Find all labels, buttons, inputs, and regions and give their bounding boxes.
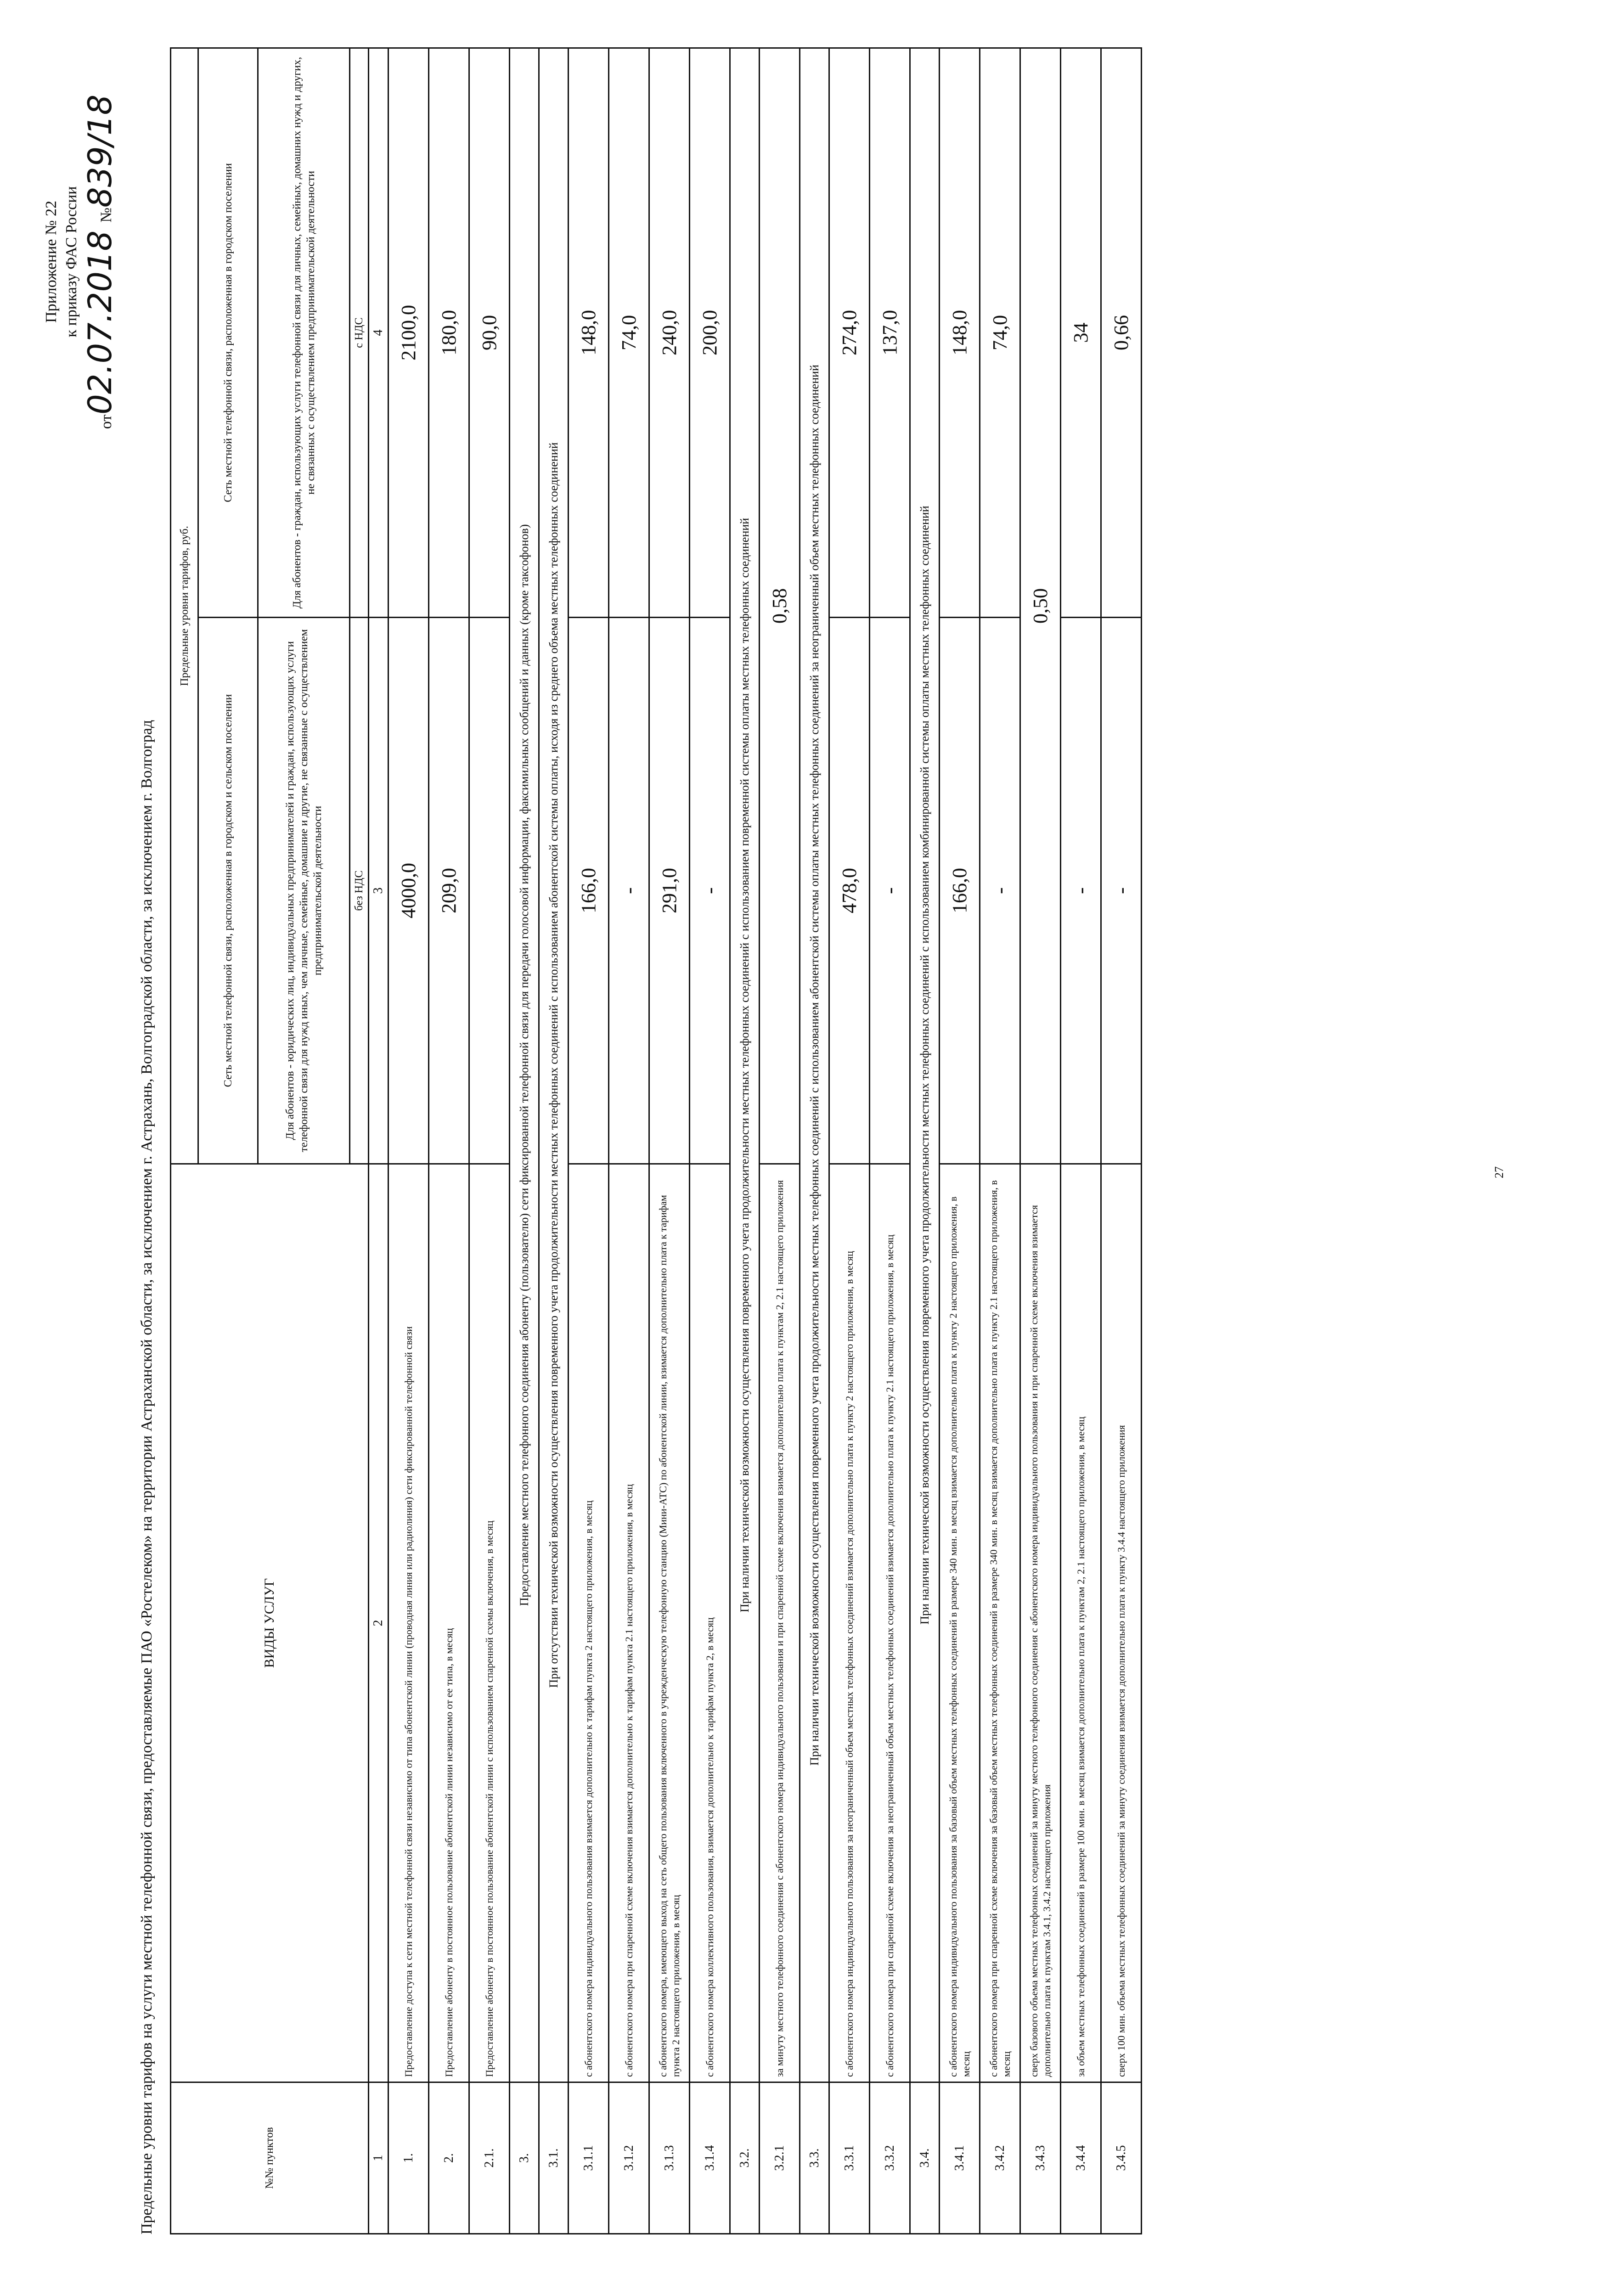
row-number: 3.2.1 — [760, 2082, 800, 2234]
table-row — [469, 48, 510, 2234]
table-row — [389, 48, 429, 2234]
section-heading: При наличии технической возможности осуществления повременного учета продолжительности местных телефонных соединений с использованием повременной системы оплаты местных телефонных соединений — [730, 48, 760, 2082]
tariff-table — [170, 47, 1142, 2234]
tariff-value-without-vat: - — [870, 618, 910, 1164]
header-group-a-vat: без НДС — [350, 618, 369, 1164]
tariff-value-with-vat: 148,0 — [940, 48, 980, 618]
row-number: 3.1.1 — [569, 2082, 609, 2234]
row-number: 3.3.1 — [829, 2082, 870, 2234]
table-section-row — [910, 48, 940, 2234]
tariff-value-without-vat: - — [609, 618, 649, 1164]
row-number: 3.4.5 — [1101, 2082, 1142, 2234]
table-row — [940, 48, 980, 2234]
service-description: Предоставление абоненту в постоянное пользование абонентской линии независимо от ее типа, в месяц — [429, 1164, 469, 2082]
row-number: 3.4.3 — [1020, 2082, 1061, 2234]
service-description: с абонентского номера индивидуального пользования за неограниченный объем местных телефонных соединений взимается дополнительно плата к пункту 2 настоящего приложения, в месяц — [829, 1164, 870, 2082]
tariff-value-with-vat: 148,0 — [569, 48, 609, 618]
tariff-value-without-vat: 291,0 — [649, 618, 690, 1164]
table-row — [649, 48, 690, 2234]
row-number: 3.1. — [539, 2082, 569, 2234]
colnum-4: 4 — [369, 48, 389, 618]
service-description: за минуту местного телефонного соединения с абонентского номера индивидуального пользования и при спаренной схеме включения взимается дополнительно плата к пунктам 2, 2.1 настоящего приложения — [760, 1164, 800, 2082]
tariff-value-with-vat: 200,0 — [690, 48, 730, 618]
row-number: 3.1.2 — [609, 2082, 649, 2234]
service-description: с абонентского номера коллективного пользования, взимается дополнительно к тарифам пункта 2, в месяц — [690, 1164, 730, 2082]
table-row — [609, 48, 649, 2234]
header-group-b-vat: с НДС — [350, 48, 369, 618]
service-description: с абонентского номера при спаренной схеме включения за базовый объем местных телефонных соединений в размере 340 мин. в месяц взимается дополнительно плата к пункту 2.1 настоящего приложения, в месяц — [980, 1164, 1020, 2082]
appendix-header — [41, 55, 125, 468]
tariff-value-without-vat: 4000,0 — [389, 618, 429, 1164]
service-description: с абонентского номера при спаренной схеме включения взимается дополнительно к тарифам пункта 2.1 настоящего приложения, в месяц — [609, 1164, 649, 2082]
tariff-value-with-vat: 2100,0 — [389, 48, 429, 618]
table-section-row — [510, 48, 539, 2234]
colnum-3: 3 — [369, 618, 389, 1164]
row-number: 3.1.4 — [690, 2082, 730, 2234]
handwritten-date: 02.07.2018 — [81, 231, 119, 415]
service-description: Предоставление доступа к сети местной телефонной связи независимо от типа абонентской линии (проводная линия или радиолиния) сети фиксированной телефонной связи — [389, 1164, 429, 2082]
document-title: Предельные уровни тарифов на услуги местной телефонной связи, предоставляемые ПАО «Ростелеком» на территории Астраханской области, за исключением г. Астрахань, Волгоградской области, за исключением г. Волгоград — [138, 720, 155, 2234]
table-row — [1020, 48, 1061, 2234]
tariff-value-without-vat: 166,0 — [940, 618, 980, 1164]
handwritten-number: 839/18 — [81, 94, 119, 208]
tariff-value-without-vat: - — [980, 618, 1020, 1164]
order-label: к приказу ФАС России — [63, 186, 80, 338]
tariff-value-with-vat: 90,0 — [469, 48, 510, 618]
row-number: 2. — [429, 2082, 469, 2234]
tariff-value-without-vat — [469, 618, 510, 1164]
order-date-number: от02.07.2018 №839/18 — [81, 94, 119, 429]
tariff-value-with-vat: 0,66 — [1101, 48, 1142, 618]
row-number: 3. — [510, 2082, 539, 2234]
row-number: 3.3. — [800, 2082, 829, 2234]
header-tariffs: Предельные уровни тарифов, руб. — [171, 48, 198, 1164]
row-number: 3.1.3 — [649, 2082, 690, 2234]
table-row — [980, 48, 1020, 2234]
tariff-value-merged: 0,58 — [760, 48, 800, 1164]
section-heading: При отсутствии технической возможности осуществления повременного учета продолжительности местных телефонных соединений с использованием абонентской системы оплаты, исходя из среднего объема местных телефонных соединений — [539, 48, 569, 2082]
service-description: с абонентского номера при спаренной схеме включения за неограниченный объем местных телефонных соединений взимается дополнительно плата к пункту 2.1 настоящего приложения, в месяц — [870, 1164, 910, 2082]
row-number: 3.2. — [730, 2082, 760, 2234]
tariff-value-without-vat: - — [690, 618, 730, 1164]
tariff-value-with-vat: 74,0 — [980, 48, 1020, 618]
row-number: 3.3.2 — [870, 2082, 910, 2234]
table-section-row — [539, 48, 569, 2234]
tariff-value-without-vat: - — [1061, 618, 1101, 1164]
header-group-a-title: Сеть местной телефонной связи, расположенная в городском и сельском поселении — [198, 618, 258, 1164]
table-section-row — [800, 48, 829, 2234]
tariff-value-without-vat: 209,0 — [429, 618, 469, 1164]
section-heading: При наличии технической возможности осуществления повременного учета продолжительности местных телефонных соединений с использованием абонентской системы оплаты местных телефонных соединений за неограниченный объем местных телефонных соединений — [800, 48, 829, 2082]
service-description: с абонентского номера индивидуального пользования за базовый объем местных телефонных соединений в размере 340 мин. в месяц взимается дополнительно плата к пункту 2 настоящего приложения, в месяц — [940, 1164, 980, 2082]
appendix-label: Приложение № 22 — [43, 201, 60, 323]
row-number: 3.4.2 — [980, 2082, 1020, 2234]
table-row — [690, 48, 730, 2234]
row-number: 3.4. — [910, 2082, 940, 2234]
row-number: 3.4.1 — [940, 2082, 980, 2234]
header-group-b-title: Сеть местной телефонной связи, расположенная в городском поселении — [198, 48, 258, 618]
colnum-2: 2 — [369, 1164, 389, 2082]
service-description: с абонентского номера, имеющего выход на сеть общего пользования включенного в учрежденческую телефонную станцию (Мини-АТС) по абонентской линии, взимается дополнительно плата к тарифам пункта 2 настоящего приложения, в месяц — [649, 1164, 690, 2082]
row-number: 2.1. — [469, 2082, 510, 2234]
section-heading: При наличии технической возможности осуществления повременного учета продолжительности местных телефонных соединений с использованием комбинированной системы оплаты местных телефонных соединений — [910, 48, 940, 2082]
service-description: Предоставление абоненту в постоянное пользование абонентской линии с использованием спаренной схемы включения, в месяц — [469, 1164, 510, 2082]
table-row — [1101, 48, 1142, 2234]
page-number: 27 — [1492, 1166, 1506, 1178]
tariff-value-with-vat: 74,0 — [609, 48, 649, 618]
header-group-a-desc: Для абонентов - юридических лиц, индивидуальных предпринимателей и граждан, использующих услуги телефонной связи для нужд иных, чем личные, семейные, домашние и другие, не связанные с осуществлением предпринимательской деятельности — [258, 618, 350, 1164]
tariff-value-with-vat: 34 — [1061, 48, 1101, 618]
table-row — [569, 48, 609, 2234]
table-row — [870, 48, 910, 2234]
table-row — [829, 48, 870, 2234]
service-description: сверх базового объема местных телефонных соединений за минуту местного телефонного соединения с абонентского номера индивидуального пользования и при спаренной схеме включения взимается дополнительно плата к пунктам 3.4.1, 3.4.2 настоящего приложения — [1020, 1164, 1061, 2082]
table-row — [1061, 48, 1101, 2234]
tariff-value-without-vat: 478,0 — [829, 618, 870, 1164]
header-col-services: ВИДЫ УСЛУГ — [171, 1164, 369, 2082]
table-section-row — [730, 48, 760, 2234]
tariff-value-without-vat: - — [1101, 618, 1142, 1164]
section-heading: Предоставление местного телефонного соединения абоненту (пользователю) сети фиксированной телефонной связи для передачи голосовой информации, факсимильных сообщений и данных (кроме таксофонов) — [510, 48, 539, 2082]
service-description: сверх 100 мин. объема местных телефонных соединений за минуту соединения взимается дополнительно плата к пункту 3.4.4 настоящего приложения — [1101, 1164, 1142, 2082]
table-row — [429, 48, 469, 2234]
tariff-value-merged: 0,50 — [1020, 48, 1061, 1164]
tariff-value-without-vat: 166,0 — [569, 618, 609, 1164]
tariff-value-with-vat: 180,0 — [429, 48, 469, 618]
header-col-no: №№ пунктов — [171, 2082, 369, 2234]
service-description: с абонентского номера индивидуального пользования взимается дополнительно к тарифам пункта 2 настоящего приложения, в месяц — [569, 1164, 609, 2082]
header-group-b-desc: Для абонентов - граждан, использующих услуги телефонной связи для личных, семейных, домашних нужд и других, не связанных с осуществлением предпринимательской деятельности — [258, 48, 350, 618]
colnum-1: 1 — [369, 2082, 389, 2234]
tariff-value-with-vat: 137,0 — [870, 48, 910, 618]
tariff-value-with-vat: 274,0 — [829, 48, 870, 618]
row-number: 3.4.4 — [1061, 2082, 1101, 2234]
row-number: 1. — [389, 2082, 429, 2234]
service-description: за объем местных телефонных соединений в размере 100 мин. в месяц взимается дополнительно плата к пунктам 2, 2.1 настоящего приложения, в месяц — [1061, 1164, 1101, 2082]
table-row — [760, 48, 800, 2234]
tariff-value-with-vat: 240,0 — [649, 48, 690, 618]
